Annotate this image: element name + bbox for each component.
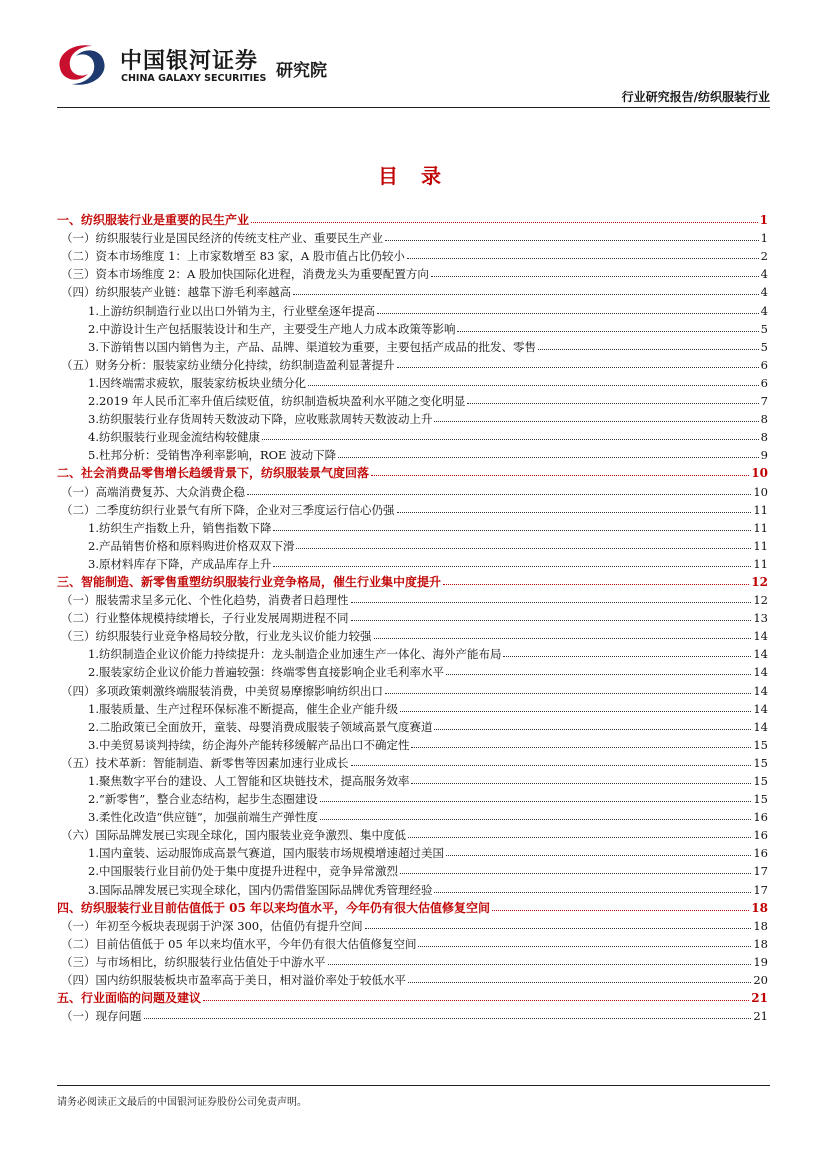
footer-divider — [57, 1085, 770, 1086]
toc-entry-page: 14 — [753, 683, 768, 698]
toc-entry-page: 9 — [760, 448, 768, 463]
toc-leader-dots — [418, 946, 751, 947]
toc-leader-dots — [446, 674, 751, 675]
toc-leader-dots — [351, 620, 752, 621]
toc-entry[interactable] — [57, 698, 768, 716]
toc-entry-page: 16 — [753, 810, 768, 825]
toc-entry[interactable] — [57, 752, 768, 770]
toc-entry[interactable] — [57, 553, 768, 571]
toc-leader-dots — [397, 367, 759, 368]
toc-entry-text: 3.柔性化改造“供应链”，加强前端生产弹性度 — [88, 810, 318, 825]
toc-entry-page: 17 — [753, 882, 768, 897]
toc-entry[interactable] — [57, 245, 768, 263]
toc-entry-page: 6 — [760, 375, 768, 390]
toc-entry-page: 2 — [760, 249, 768, 264]
toc-leader-dots — [434, 729, 751, 730]
toc-entry[interactable] — [57, 933, 768, 951]
galaxy-logo-icon — [52, 40, 112, 90]
toc-entry-page: 13 — [753, 611, 768, 626]
toc-entry-page: 4 — [760, 303, 768, 318]
toc-entry[interactable] — [57, 209, 768, 227]
toc-entry[interactable] — [57, 625, 768, 643]
toc-entry-text: 3.国际品牌发展已实现全球化，国内仍需借鉴国际品牌优秀管理经验 — [88, 882, 433, 897]
toc-entry-page: 12 — [751, 574, 768, 589]
toc-entry-text: 3.原材料库存下降，产成品库存上升 — [88, 556, 272, 571]
toc-entry-text: 3.中美贸易谈判持续，纺企海外产能转移缓解产品出口不确定性 — [88, 737, 410, 752]
toc-entry-text: （三）纺织服装行业竞争格局较分散，行业龙头议价能力较强 — [61, 629, 372, 644]
toc-entry-page: 15 — [753, 755, 768, 770]
toc-entry[interactable] — [57, 770, 768, 788]
toc-entry-text: （二）目前估值低于 05 年以来均值水平，今年仍有很大估值修复空间 — [61, 936, 417, 951]
toc-leader-dots — [308, 385, 759, 386]
toc-entry-text: 三、智能制造、新零售重塑纺织服装行业竞争格局，催生行业集中度提升 — [57, 574, 442, 589]
toc-entry-text: 2.中游设计生产包括服装设计和生产，主要受生产地人力成本政策等影响 — [88, 321, 456, 336]
toc-entry-page: 19 — [753, 954, 768, 969]
toc-entry-page: 16 — [753, 846, 768, 861]
toc-entry-page: 11 — [753, 520, 768, 535]
toc-entry-page: 10 — [751, 466, 768, 481]
toc-entry-text: （一）现存问题 — [61, 1009, 142, 1024]
toc-entry-page: 21 — [753, 1009, 768, 1024]
toc-entry[interactable] — [57, 263, 768, 281]
toc-entry-text: 1.纺织生产指数上升，销售指数下降 — [88, 520, 272, 535]
toc-entry-text: （五）技术革新：智能制造、新零售等因素加速行业成长 — [61, 755, 349, 770]
toc-entry[interactable] — [57, 571, 768, 589]
toc-leader-dots — [411, 783, 751, 784]
toc-leader-dots — [273, 566, 751, 567]
brand-name-en: CHINA GALAXY SECURITIES — [121, 73, 267, 84]
toc-leader-dots — [320, 819, 752, 820]
toc-entry-text: （六）国际品牌发展已实现全球化，国内服装业竞争激烈、集中度低 — [61, 828, 406, 843]
toc-entry[interactable] — [57, 535, 768, 553]
toc-entry[interactable] — [57, 318, 768, 336]
toc-entry[interactable] — [57, 589, 768, 607]
toc-entry[interactable] — [57, 354, 768, 372]
toc-entry-text: （一）高端消费复苏、大众消费企稳 — [61, 484, 245, 499]
toc-leader-dots — [408, 837, 751, 838]
toc-entry[interactable] — [57, 897, 768, 915]
toc-entry[interactable] — [57, 480, 768, 498]
toc-entry-page: 14 — [753, 647, 768, 662]
toc-entry[interactable] — [57, 444, 768, 462]
toc-entry[interactable] — [57, 969, 768, 987]
toc-entry[interactable] — [57, 643, 768, 661]
toc-leader-dots — [538, 349, 759, 350]
toc-entry[interactable] — [57, 788, 768, 806]
toc-leader-dots — [467, 403, 758, 404]
toc-entry-page: 17 — [753, 864, 768, 879]
toc-entry-text: 2.2019 年人民币汇率升值后续贬值，纺织制造板块盈利水平随之变化明显 — [88, 394, 466, 409]
toc-entry[interactable] — [57, 227, 768, 245]
toc-entry[interactable] — [57, 860, 768, 878]
toc-leader-dots — [407, 258, 759, 259]
toc-leader-dots — [446, 855, 751, 856]
toc-entry-text: 4.纺织服装行业现金流结构较健康 — [88, 430, 260, 445]
toc-entry[interactable] — [57, 915, 768, 933]
brand-name-cn: 中国银河证券 — [120, 49, 259, 74]
toc-leader-dots — [397, 512, 752, 513]
toc-entry-page: 15 — [753, 792, 768, 807]
toc-entry-text: （一）年初至今板块表现弱于沪深 300，估值仍有提升空间 — [61, 918, 363, 933]
footer-disclaimer: 请务必阅读正文最后的中国银河证券股份公司免责声明。 — [57, 1097, 307, 1108]
toc-entry[interactable] — [57, 878, 768, 896]
report-type: 行业研究报告/纺织服装行业 — [621, 90, 770, 104]
toc-entry[interactable] — [57, 987, 768, 1005]
toc-entry-text: 3.下游销售以国内销售为主，产品、品牌、渠道较为重要，主要包括产成品的批发、零售 — [88, 339, 536, 354]
toc-entry-page: 4 — [760, 285, 768, 300]
toc-entry-page: 20 — [753, 973, 768, 988]
toc-entry[interactable] — [57, 336, 768, 354]
toc-leader-dots — [371, 475, 749, 476]
toc-entry-text: （四）国内纺织服装板块市盈率高于美日，相对溢价率处于较低水平 — [61, 973, 406, 988]
toc-entry-text: 2.“新零售”，整合业态结构，起步生态圈建设 — [88, 792, 318, 807]
toc-entry-page: 4 — [760, 267, 768, 282]
toc-entry[interactable] — [57, 661, 768, 679]
toc-leader-dots — [385, 693, 751, 694]
toc-entry-text: （四）多项政策刺激终端服装消费，中美贸易摩擦影响纺织出口 — [61, 683, 383, 698]
toc-entry[interactable] — [57, 499, 768, 517]
toc-leader-dots — [247, 494, 751, 495]
toc-entry-page: 8 — [760, 430, 768, 445]
toc-entry-page: 6 — [760, 357, 768, 372]
toc-entry-text: 1.国内童装、运动服饰成高景气赛道，国内服装市场规模增速超过美国 — [88, 846, 444, 861]
toc-entry-text: 1.聚焦数字平台的建设、人工智能和区块链技术，提高服务效率 — [88, 774, 410, 788]
toc-entry-text: （一）纺织服装行业是国民经济的传统支柱产业、重要民生产业 — [61, 231, 383, 246]
toc-entry-page: 14 — [753, 701, 768, 716]
toc-entry-text: 2.中国服装行业目前仍处于集中度提升进程中，竞争异常激烈 — [88, 864, 398, 879]
toc-entry-page: 14 — [753, 665, 768, 680]
toc-leader-dots — [262, 439, 759, 440]
toc-leader-dots — [434, 421, 758, 422]
toc-entry-text: （三）与市场相比，纺织服装行业估值处于中游水平 — [61, 954, 326, 969]
toc-leader-dots — [400, 711, 751, 712]
toc-leader-dots — [338, 457, 759, 458]
toc-leader-dots — [296, 548, 751, 549]
toc-leader-dots — [431, 276, 759, 277]
brand-institute: 研究院 — [276, 61, 327, 81]
toc-entry-text: 2.产品销售价格和原料购进价格双双下滑 — [88, 538, 295, 553]
toc-entry-page: 21 — [751, 991, 768, 1006]
toc-entry-page: 16 — [753, 828, 768, 843]
toc-leader-dots — [328, 964, 752, 965]
toc-entry-text: （一）服装需求呈多元化、个性化趋势，消费者日趋理性 — [61, 593, 349, 608]
toc-leader-dots — [400, 873, 751, 874]
toc-entry-page: 5 — [760, 339, 768, 354]
toc-entry-text: 2.二胎政策已全面放开，童装、母婴消费成服装子领域高景气度赛道 — [88, 719, 433, 734]
toc-leader-dots — [492, 910, 749, 911]
toc-entry[interactable] — [57, 734, 768, 752]
toc-entry[interactable] — [57, 517, 768, 535]
toc-entry-text: 1.上游纺织制造行业以出口外销为主，行业壁垒逐年提高 — [88, 303, 375, 318]
toc-entry-text: 2.服装家纺企业议价能力普遍较强：终端零售直接影响企业毛利率水平 — [88, 665, 444, 680]
toc-leader-dots — [408, 982, 751, 983]
toc-leader-dots — [434, 892, 751, 893]
toc-leader-dots — [385, 240, 759, 241]
toc-leader-dots — [443, 584, 749, 585]
toc-entry-text: （五）财务分析：服装家纺业绩分化持续，纺织制造盈利显著提升 — [61, 357, 395, 372]
toc-entry-page: 5 — [760, 321, 768, 336]
toc-leader-dots — [365, 928, 752, 929]
toc-entry[interactable] — [57, 679, 768, 697]
toc-entry-page: 15 — [753, 774, 768, 788]
toc-entry[interactable] — [57, 462, 768, 480]
toc-entry[interactable] — [57, 426, 768, 444]
toc-entry[interactable] — [57, 1005, 768, 1023]
toc-entry-page: 15 — [753, 737, 768, 752]
toc-entry[interactable] — [57, 607, 768, 625]
toc-leader-dots — [351, 765, 752, 766]
toc-leader-dots — [351, 602, 752, 603]
toc-leader-dots — [503, 656, 751, 657]
toc-entry-text: 1.因终端需求疲软，服装家纺板块业绩分化 — [88, 375, 306, 390]
toc-entry-text: 3.纺织服装行业存货周转天数波动下降，应收账款周转天数波动上升 — [88, 412, 433, 427]
toc-leader-dots — [457, 331, 758, 332]
toc-entry-page: 1 — [760, 231, 768, 246]
toc-entry[interactable] — [57, 951, 768, 969]
toc-entry[interactable] — [57, 806, 768, 824]
toc-entry-page: 11 — [753, 556, 768, 571]
toc-entry-page: 18 — [751, 900, 768, 915]
toc-entry[interactable] — [57, 716, 768, 734]
toc-entry-page: 14 — [753, 629, 768, 644]
toc-leader-dots — [411, 747, 751, 748]
toc-entry[interactable] — [57, 281, 768, 299]
toc-entry-page: 11 — [753, 502, 768, 517]
toc-entry-text: 二、社会消费品零售增长趋缓背景下，纺织服装景气度回落 — [57, 466, 370, 481]
toc-entry-page: 7 — [760, 394, 768, 409]
toc-leader-dots — [144, 1018, 752, 1019]
toc-entry-text: 四、纺织服装行业目前估值低于 05 年以来均值水平，今年仍有很大估值修复空间 — [57, 900, 491, 915]
toc-entry[interactable] — [57, 842, 768, 860]
toc-leader-dots — [203, 1000, 749, 1001]
toc-entry-text: 1.服装质量、生产过程环保标准不断提高，催生企业产能升级 — [88, 701, 398, 716]
toc-entry-text: 五、行业面临的问题及建议 — [57, 991, 202, 1006]
toc-entry[interactable] — [57, 824, 768, 842]
toc-entry-text: （四）纺织服装产业链：越靠下游毛利率越高 — [61, 285, 291, 300]
toc-entry-page: 18 — [753, 918, 768, 933]
toc-entry-page: 14 — [753, 719, 768, 734]
toc-entry-page: 18 — [753, 936, 768, 951]
toc-leader-dots — [320, 801, 752, 802]
toc-entry-text: （二）行业整体规模持续增长，子行业发展周期进程不同 — [61, 611, 349, 626]
toc-entry-text: （三）资本市场维度 2：A 股加快国际化进程，消费龙头为重要配置方向 — [61, 267, 429, 282]
header-divider — [57, 107, 770, 108]
toc-leader-dots — [377, 313, 759, 314]
toc-entry[interactable] — [57, 299, 768, 317]
toc-entry-text: 5.杜邦分析：受销售净利率影响，ROE 波动下降 — [88, 448, 337, 463]
toc-leader-dots — [293, 294, 759, 295]
toc-entry[interactable] — [57, 408, 768, 426]
toc-entry-text: （二）二季度纺织行业景气有所下降，企业对三季度运行信心仍强 — [61, 502, 395, 517]
toc-entry-page: 10 — [753, 484, 768, 499]
toc-entry-text: （二）资本市场维度 1：上市家数增至 83 家，A 股市值占比仍较小 — [61, 249, 405, 264]
toc-leader-dots — [374, 638, 752, 639]
toc-title: 目 录 — [378, 164, 449, 188]
table-of-contents — [57, 209, 768, 1023]
toc-entry[interactable] — [57, 390, 768, 408]
toc-entry-page: 8 — [760, 412, 768, 427]
toc-leader-dots — [251, 222, 758, 223]
toc-entry-text: 1.纺织制造企业议价能力持续提升：龙头制造企业加速生产一体化、海外产能布局 — [88, 647, 502, 662]
toc-entry[interactable] — [57, 372, 768, 390]
toc-entry-page: 11 — [753, 538, 768, 553]
toc-entry-page: 1 — [759, 213, 768, 228]
toc-entry-text: 一、纺织服装行业是重要的民生产业 — [57, 213, 250, 228]
toc-entry-page: 12 — [753, 593, 768, 608]
toc-leader-dots — [273, 530, 751, 531]
